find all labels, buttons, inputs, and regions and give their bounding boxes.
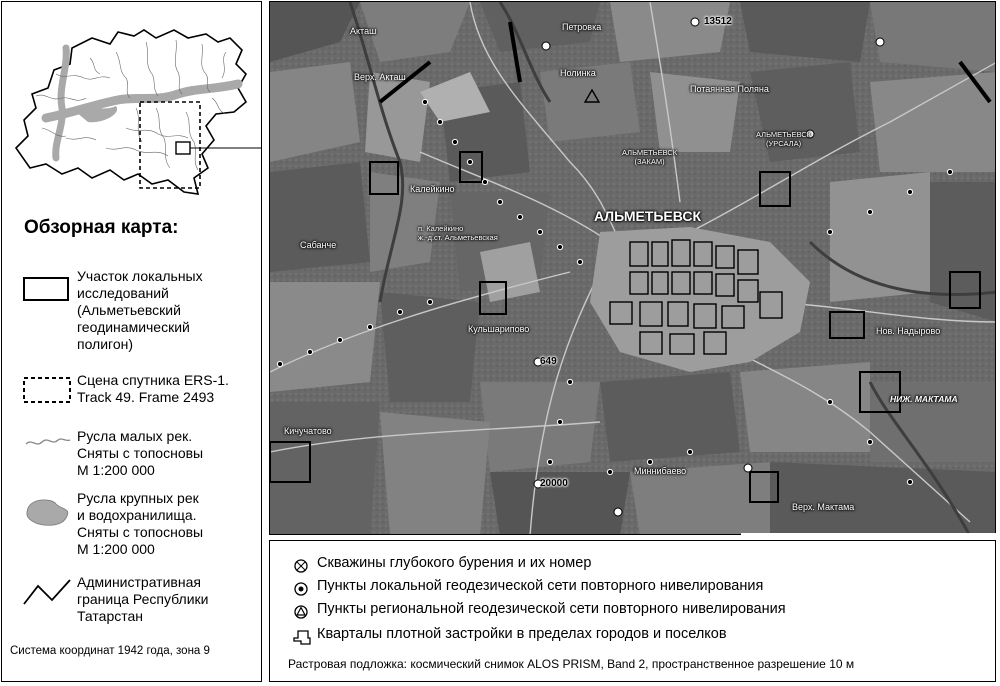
legend-text: Пункты локальной геодезической сети повторного нивелирования [317, 578, 764, 594]
place-label: Петровка [562, 22, 602, 32]
admin-border-symbol [22, 578, 72, 608]
local-geodetic-point-icon [292, 580, 310, 598]
ers1-scene-symbol [22, 376, 72, 406]
legend-text: Русла крупных рек и водохранилища. Сняты с топосновы М 1:200 000 [77, 490, 204, 557]
well-number: 20000 [540, 478, 568, 489]
regional-geodetic-point-icon [292, 603, 310, 621]
small-river-symbol [22, 432, 72, 462]
place-label: Верх. Акташ [354, 72, 406, 82]
place-label: Нов. Надырово [876, 326, 941, 336]
place-label: Калейкино [410, 184, 455, 194]
place-label: Сабанче [300, 240, 337, 250]
place-label: НИЖ. МАКТАМА [890, 394, 958, 404]
legend-text: Кварталы плотной застройки в пределах городов и поселков [317, 626, 727, 642]
well-number: 13512 [704, 16, 732, 27]
place-label: Кульшарипово [468, 324, 530, 334]
legend-text: Административная граница Республики Татарстан [77, 574, 209, 624]
city-label: АЛЬМЕТЬЕВСК [594, 208, 702, 224]
legend-small-rivers [22, 428, 262, 498]
place-label: Потаянная Поляна [690, 84, 769, 94]
district-label: АЛЬМЕТЬЕВСК (УРСАЛА) [756, 130, 812, 148]
legend-text: Пункты региональной геодезической сети повторного нивелирования [317, 601, 786, 617]
coordinate-system-note: Система координат 1942 года, зона 9 [10, 645, 210, 657]
overview-map [6, 8, 261, 208]
map-legend [269, 540, 996, 682]
deep-well-icon [292, 557, 310, 575]
overview-title: Обзорная карта: [24, 217, 179, 238]
well-number: 649 [540, 356, 557, 367]
place-label: Нолинка [560, 68, 596, 78]
place-label: Кичучатово [284, 426, 332, 436]
legend-admin-border [22, 574, 262, 644]
legend-text: Участок локальных исследований (Альметьевский геодинамический полигон) [77, 268, 203, 352]
legend-text: Сцена спутника ERS-1. Track 49. Frame 2493 [77, 372, 229, 405]
legend-large-rivers [22, 490, 262, 560]
tatarstan-border [16, 30, 246, 194]
district-label: АЛЬМЕТЬЕВСК (ЗАКАМ) [622, 148, 678, 166]
place-label: Акташ [350, 26, 377, 36]
overview-panel [1, 1, 262, 682]
station-label: п. Калейкино ж.-д.ст. Альметьевская [418, 224, 498, 242]
dense-building-icon [292, 628, 312, 646]
legend-study-area [22, 268, 262, 352]
legend-text: Скважины глубокого бурения и их номер [317, 555, 592, 571]
satellite-map[interactable] [269, 1, 996, 535]
water-blob-symbol [22, 494, 72, 530]
study-area-symbol [22, 272, 72, 302]
legend-text: Русла малых рек. Сняты с топосновы М 1:200 000 [77, 428, 204, 478]
place-label: Верх. Мактама [792, 502, 855, 512]
raster-note: Растровая подложка: космический снимок ALOS PRISM, Band 2, пространственное разрешение 10 м [288, 657, 855, 671]
place-label: Миннибаево [634, 466, 687, 476]
